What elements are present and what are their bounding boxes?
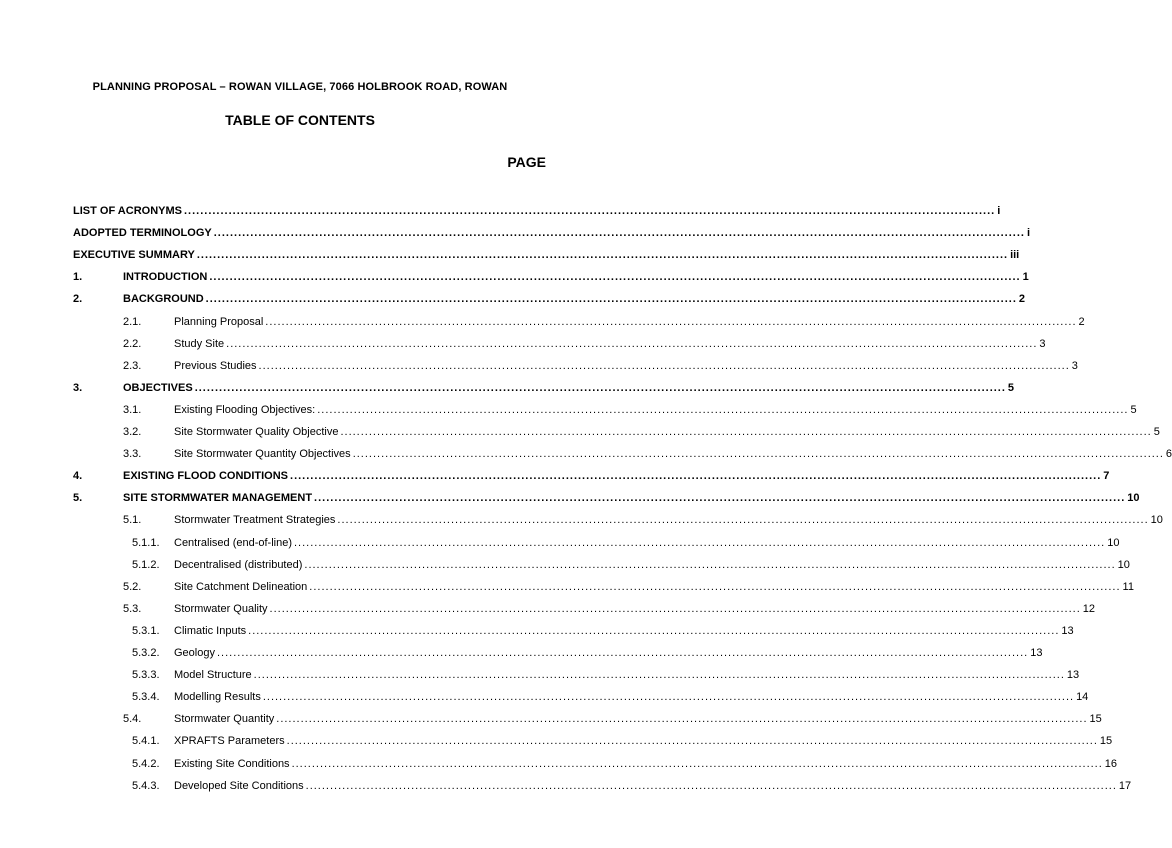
toc-entry-page: 5 (1130, 404, 1137, 416)
toc-entry-label: Planning Proposal (174, 316, 264, 328)
toc-entry[interactable] (0, 512, 1163, 528)
toc-entry-page: 10 (1150, 514, 1163, 526)
toc-entry[interactable] (0, 601, 1096, 617)
toc-entry-number: 5.1.1. (132, 537, 160, 549)
toc-entry[interactable] (0, 291, 1026, 307)
toc-entry-line (174, 667, 1080, 683)
toc-dot-leader: ........................................................................................................................................................................................................ (262, 691, 1075, 703)
toc-entry-number: 2.3. (123, 360, 142, 372)
toc-dot-leader: ........................................................................................................................................................................................................ (290, 470, 1102, 482)
toc-entry[interactable] (0, 623, 1074, 639)
toc-entry-number: 5.4. (123, 713, 142, 725)
toc-entry[interactable] (0, 756, 1118, 772)
toc-entry-line (174, 733, 1113, 749)
toc-dot-leader: ........................................................................................................................................................................................................ (291, 758, 1103, 770)
toc-entry-number: 3.2. (123, 426, 142, 438)
toc-dot-leader: ........................................................................................................................................................................................................ (258, 360, 1070, 372)
toc-entry-line (123, 490, 1140, 506)
toc-entry-number: 2. (73, 293, 83, 305)
toc-entry[interactable] (0, 468, 1110, 484)
page-column-heading: PAGE (507, 154, 546, 170)
toc-entry-number: 3.3. (123, 448, 142, 460)
toc-entry-label: Geology (174, 647, 215, 659)
toc-entry-label: SITE STORMWATER MANAGEMENT (123, 492, 313, 504)
toc-entry-page: 7 (1103, 470, 1110, 482)
toc-entry[interactable] (0, 424, 1160, 440)
toc-entry[interactable] (0, 269, 1029, 285)
toc-entry-line (174, 535, 1120, 551)
toc-entry-label: XPRAFTS Parameters (174, 735, 285, 747)
toc-entry-line (123, 468, 1110, 484)
toc-dot-leader: ........................................................................................................................................................................................................ (317, 404, 1129, 416)
toc-entry-page: i (1026, 227, 1031, 239)
toc-entry-number: 3.1. (123, 404, 142, 416)
toc-entry-label: Stormwater Quality (174, 603, 268, 615)
toc-entry-label: Site Stormwater Quantity Objectives (174, 448, 351, 460)
toc-entry-label: ADOPTED TERMINOLOGY (73, 227, 212, 239)
toc-entry-line (174, 778, 1132, 794)
toc-entry-page: 12 (1082, 603, 1096, 615)
toc-entry-number: 5.1.2. (132, 559, 160, 571)
toc-entry-number: 3. (73, 382, 83, 394)
toc-entry-number: 4. (73, 470, 83, 482)
toc-entry-line (73, 203, 1001, 219)
toc-entry-line (174, 512, 1163, 528)
toc-entry-label: Stormwater Quantity (174, 713, 275, 725)
toc-entry-number: 5.3.2. (132, 647, 160, 659)
toc-entry[interactable] (0, 314, 1085, 330)
toc-dot-leader: ........................................................................................................................................................................................................ (213, 227, 1025, 239)
toc-entry-line (174, 336, 1046, 352)
toc-entry-number: 1. (73, 271, 83, 283)
toc-entry[interactable] (0, 557, 1130, 573)
toc-entry-label: LIST OF ACRONYMS (73, 205, 182, 217)
toc-entry-number: 5.3.4. (132, 691, 160, 703)
toc-entry-label: Model Structure (174, 669, 252, 681)
toc-entry-number: 5. (73, 492, 83, 504)
toc-entry-page: 3 (1039, 338, 1046, 350)
toc-dot-leader: ........................................................................................................................................................................................................ (337, 514, 1149, 526)
toc-entry[interactable] (0, 380, 1015, 396)
toc-dot-leader: ........................................................................................................................................................................................................ (265, 316, 1077, 328)
toc-entry-line (123, 291, 1026, 307)
toc-dot-leader: ........................................................................................................................................................................................................ (269, 603, 1081, 615)
toc-entry-line (73, 225, 1031, 241)
toc-entry-label: BACKGROUND (123, 293, 204, 305)
toc-dot-leader: ........................................................................................................................................................................................................ (216, 647, 1029, 659)
toc-entry-number: 5.4.2. (132, 758, 160, 770)
toc-entry-line (174, 358, 1078, 374)
toc-entry-label: Centralised (end-of-line) (174, 537, 292, 549)
toc-dot-leader: ........................................................................................................................................................................................................ (226, 338, 1038, 350)
toc-entry-page: 13 (1061, 625, 1074, 637)
toc-entry-label: Developed Site Conditions (174, 780, 304, 792)
toc-entry-label: Climatic Inputs (174, 625, 247, 637)
toc-entry[interactable] (0, 247, 1020, 263)
toc-entry-page: i (997, 205, 1001, 217)
toc-entry-line (174, 579, 1134, 595)
toc-entry[interactable] (0, 535, 1120, 551)
toc-entry-page: 10 (1127, 492, 1140, 504)
toc-entry-page: 13 (1030, 647, 1043, 659)
toc-entry-page: 14 (1076, 691, 1089, 703)
toc-dot-leader: ........................................................................................................................................................................................................ (205, 293, 1017, 305)
toc-entry-line (174, 756, 1118, 772)
toc-dot-leader: ........................................................................................................................................................................................................ (248, 625, 1060, 637)
toc-entry[interactable] (0, 778, 1132, 794)
toc-entry-label: Site Stormwater Quality Objective (174, 426, 339, 438)
toc-entry[interactable] (0, 711, 1102, 727)
toc-entry-number: 5.1. (123, 514, 142, 526)
toc-entry-line (174, 711, 1102, 727)
toc-dot-leader: ........................................................................................................................................................................................................ (183, 205, 996, 217)
toc-entry-label: Previous Studies (174, 360, 257, 372)
toc-entry-page: 15 (1089, 713, 1102, 725)
toc-entry-number: 5.4.3. (132, 780, 160, 792)
toc-entry[interactable] (0, 490, 1140, 506)
toc-dot-leader: ........................................................................................................................................................................................................ (286, 735, 1098, 747)
toc-entry-label: Decentralised (distributed) (174, 559, 303, 571)
document-header: PLANNING PROPOSAL – ROWAN VILLAGE, 7066 HOLBROOK ROAD, ROWAN (92, 81, 508, 93)
toc-entry-line (174, 446, 1172, 462)
toc-entry-page: 16 (1104, 758, 1118, 770)
toc-entry[interactable] (0, 203, 1001, 219)
toc-dot-leader: ........................................................................................................................................................................................................ (294, 537, 1106, 549)
toc-entry-number: 5.2. (123, 581, 142, 593)
toc-dot-leader: ........................................................................................................................................................................................................ (194, 382, 1006, 394)
toc-entry-line (174, 557, 1130, 573)
toc-entry-page: 17 (1118, 780, 1132, 792)
toc-entry-number: 5.4.1. (132, 735, 160, 747)
toc-entry-line (123, 380, 1015, 396)
toc-entry-page: 5 (1007, 382, 1015, 394)
toc-entry-line (174, 601, 1096, 617)
toc-entry-line (174, 314, 1085, 330)
toc-dot-leader: ........................................................................................................................................................................................................ (209, 271, 1021, 283)
toc-entry-page: 13 (1066, 669, 1080, 681)
toc-entry-page: 10 (1117, 559, 1130, 571)
toc-entry-number: 5.3. (123, 603, 142, 615)
toc-entry[interactable] (0, 446, 1172, 462)
toc-entry-label: Stormwater Treatment Strategies (174, 514, 336, 526)
toc-entry-line (174, 424, 1160, 440)
toc-entry[interactable] (0, 689, 1089, 705)
toc-entry-label: EXECUTIVE SUMMARY (73, 249, 195, 261)
toc-entry-page: iii (1010, 249, 1020, 261)
toc-entry-page: 5 (1153, 426, 1160, 438)
toc-entry-page: 1 (1022, 271, 1029, 283)
toc-entry-label: Study Site (174, 338, 225, 350)
toc-entry-label: Existing Flooding Objectives: (174, 404, 316, 416)
toc-dot-leader: ........................................................................................................................................................................................................ (196, 249, 1009, 261)
toc-entry-page: 11 (1122, 581, 1134, 593)
toc-entry-page: 2 (1018, 293, 1026, 305)
toc-dot-leader: ........................................................................................................................................................................................................ (340, 426, 1152, 438)
toc-entry-label: Site Catchment Delineation (174, 581, 308, 593)
toc-entry-page: 3 (1071, 360, 1078, 372)
toc-entry-label: Existing Site Conditions (174, 758, 290, 770)
toc-dot-leader: ........................................................................................................................................................................................................ (352, 448, 1164, 460)
toc-entry[interactable] (0, 336, 1046, 352)
toc-entry-label: OBJECTIVES (123, 382, 193, 394)
toc-entry-page: 10 (1107, 537, 1120, 549)
toc-entry-line (174, 645, 1043, 661)
toc-dot-leader: ........................................................................................................................................................................................................ (253, 669, 1065, 681)
toc-entry-line (174, 402, 1137, 418)
toc-entry-page: 6 (1165, 448, 1172, 460)
toc-entry-number: 2.1. (123, 316, 142, 328)
toc-entry-line (174, 689, 1089, 705)
toc-entry-page: 2 (1078, 316, 1085, 328)
toc-entry[interactable] (0, 645, 1043, 661)
toc-entry[interactable] (0, 579, 1134, 595)
toc-entry-number: 2.2. (123, 338, 142, 350)
toc-entry-label: INTRODUCTION (123, 271, 208, 283)
toc-entry[interactable] (0, 358, 1078, 374)
toc-entry-page: 15 (1099, 735, 1113, 747)
toc-dot-leader: ........................................................................................................................................................................................................ (305, 780, 1117, 792)
toc-entry[interactable] (0, 667, 1080, 683)
toc-entry-number: 5.3.1. (132, 625, 160, 637)
toc-title: TABLE OF CONTENTS (225, 112, 375, 128)
toc-entry[interactable] (0, 225, 1031, 241)
toc-entry-label: EXISTING FLOOD CONDITIONS (123, 470, 289, 482)
toc-dot-leader: ........................................................................................................................................................................................................ (276, 713, 1088, 725)
toc-dot-leader: ........................................................................................................................................................................................................ (309, 581, 1121, 593)
toc-entry-label: Modelling Results (174, 691, 261, 703)
toc-entry[interactable] (0, 402, 1137, 418)
toc-dot-leader: ........................................................................................................................................................................................................ (314, 492, 1126, 504)
toc-entry-line (123, 269, 1029, 285)
toc-entry-number: 5.3.3. (132, 669, 160, 681)
toc-entry[interactable] (0, 733, 1113, 749)
toc-dot-leader: ........................................................................................................................................................................................................ (304, 559, 1116, 571)
toc-entry-line (73, 247, 1020, 263)
toc-entry-line (174, 623, 1074, 639)
